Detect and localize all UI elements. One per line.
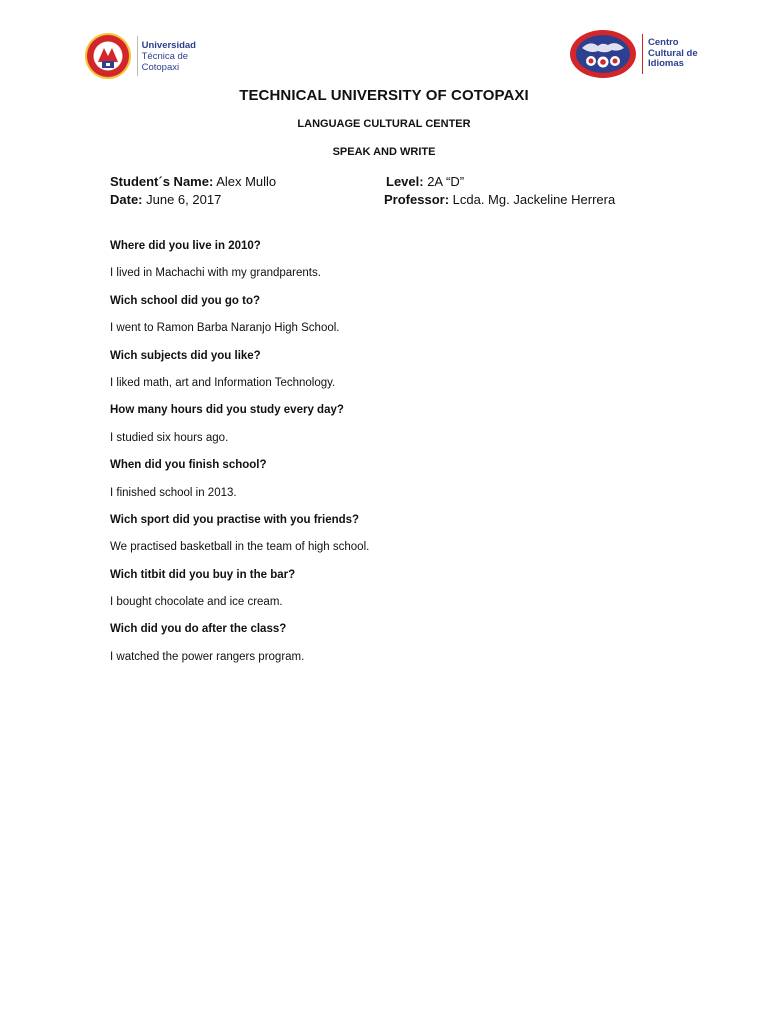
university-seal-icon [84, 32, 132, 80]
level-label: Level: [386, 174, 424, 189]
question: How many hours did you study every day? [110, 404, 344, 417]
professor-label: Professor: [384, 192, 450, 207]
university-logo-text [142, 40, 196, 73]
logo-divider [642, 34, 643, 74]
language-center-logo-text [648, 38, 698, 70]
student-name-field [110, 174, 276, 189]
logo-divider [137, 36, 138, 76]
question: Wich titbit did you buy in the bar? [110, 568, 296, 581]
date-value: June 6, 2017 [142, 192, 222, 207]
question: Wich subjects did you like? [110, 349, 261, 362]
student-name-label: Student´s Name: [110, 174, 214, 189]
globe-people-icon [568, 28, 638, 80]
answer: I finished school in 2013. [110, 486, 237, 499]
document-subtitle-center: LANGUAGE CULTURAL CENTER [297, 118, 471, 130]
professor-value: Lcda. Mg. Jackeline Herrera [449, 192, 616, 207]
answer: I lived in Machachi with my grandparents. [110, 267, 321, 280]
document-subtitle-activity: SPEAK AND WRITE [332, 146, 436, 158]
professor-field [384, 192, 615, 207]
question: Wich did you do after the class? [110, 623, 287, 636]
date-field [110, 192, 221, 207]
question: When did you finish school? [110, 459, 267, 472]
document-title: TECHNICAL UNIVERSITY OF COTOPAXI [239, 87, 529, 104]
logo-line-2: Cultural de [648, 47, 698, 59]
university-logo [84, 28, 196, 84]
logo-line-2: Técnica de [141, 50, 189, 62]
logo-line-3: Cotopaxi [141, 61, 180, 73]
answer: I bought chocolate and ice cream. [110, 596, 283, 609]
student-name-value: Alex Mullo [213, 174, 277, 189]
question: Wich sport did you practise with you friends? [110, 513, 360, 526]
answer: I watched the power rangers program. [110, 650, 305, 663]
answer: I went to Ramon Barba Naranjo High School. [110, 322, 340, 335]
date-label: Date: [110, 192, 143, 207]
level-value: 2A “D” [423, 174, 465, 189]
question: Wich school did you go to? [110, 294, 261, 307]
language-center-logo [568, 26, 718, 82]
question-answer-list [110, 238, 670, 676]
answer: We practised basketball in the team of high school. [110, 541, 370, 554]
answer: I liked math, art and Information Technology. [110, 376, 336, 389]
logo-line-1: Centro [648, 37, 679, 49]
logo-line-3: Idiomas [648, 58, 684, 70]
level-field [386, 174, 464, 189]
logo-line-1: Universidad [141, 39, 196, 51]
answer: I studied six hours ago. [110, 431, 229, 444]
question: Where did you live in 2010? [110, 240, 261, 252]
